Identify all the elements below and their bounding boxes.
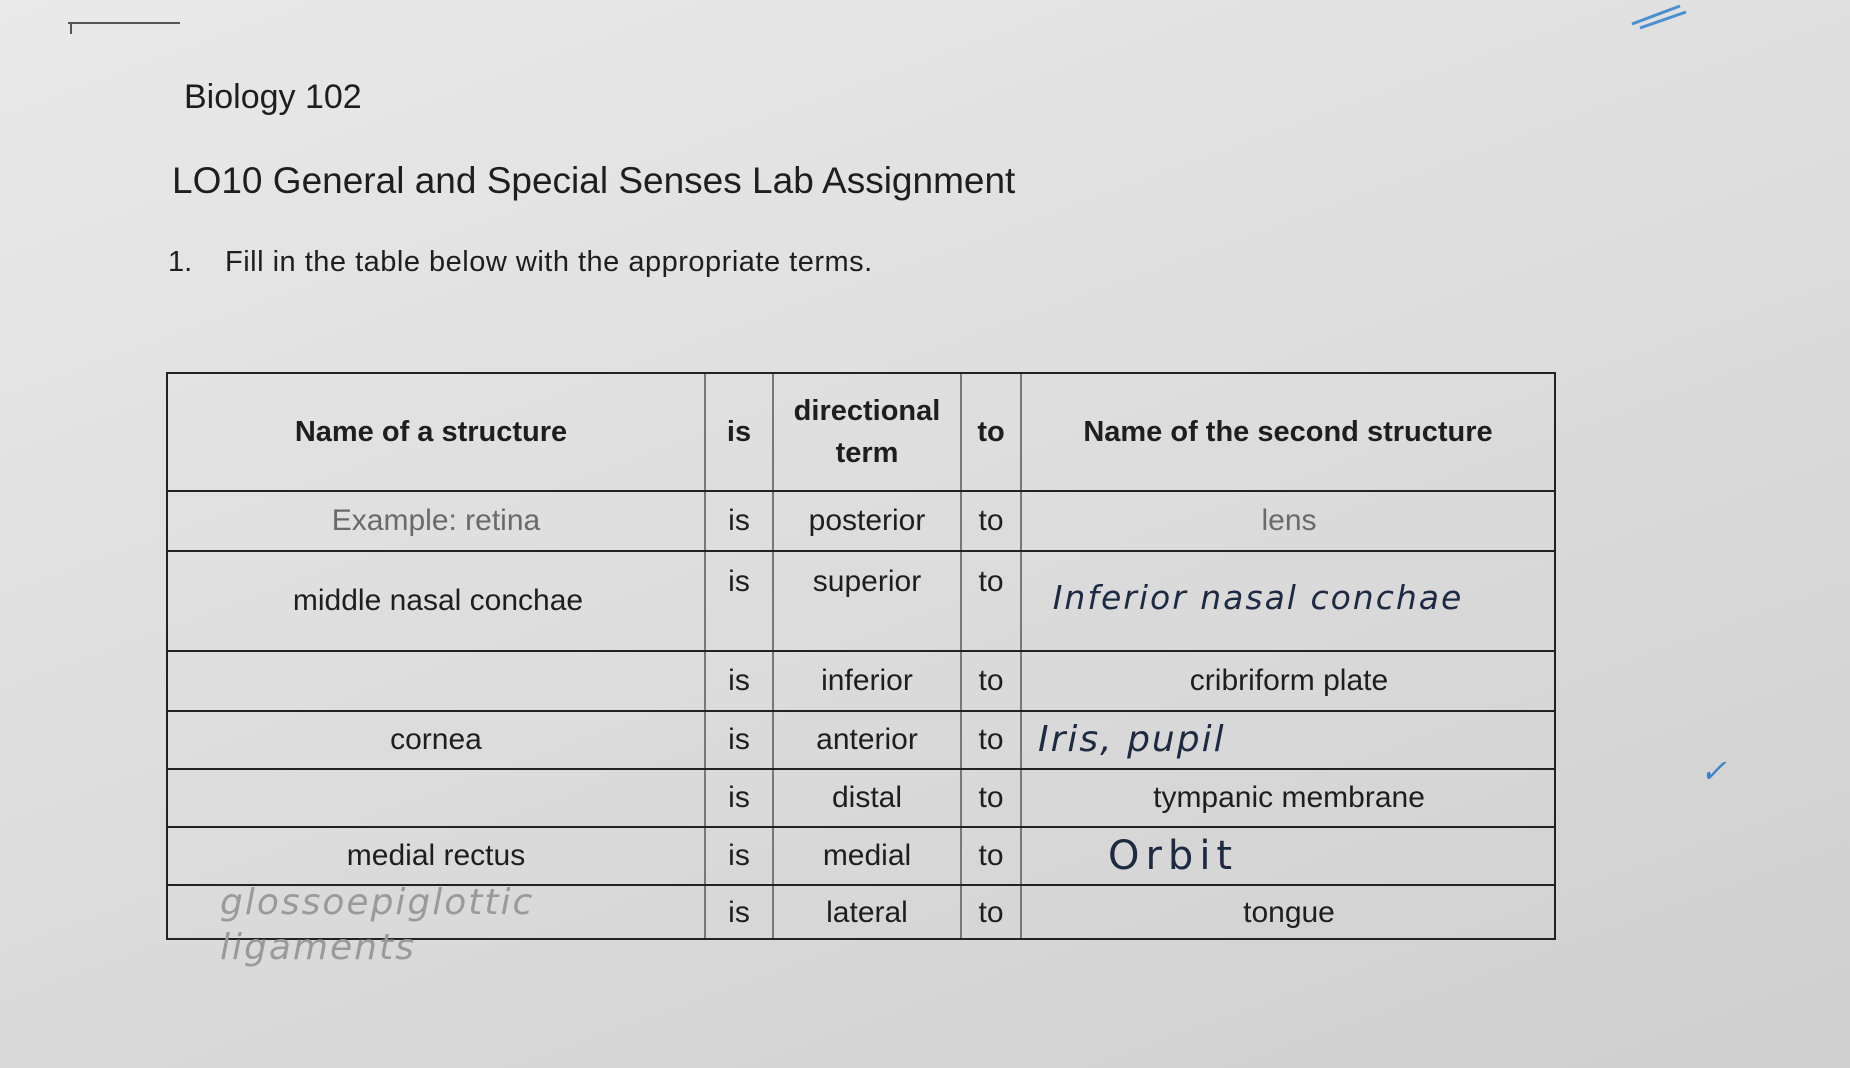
header-first-structure: Name of a structure — [294, 415, 568, 448]
question-number: 1. — [168, 246, 193, 278]
row-6-to: to — [978, 896, 1004, 930]
row-1-to: to — [978, 565, 1004, 599]
assignment-title: LO10 General and Special Senses Lab Assignment — [172, 160, 1016, 201]
page-corner-mark — [70, 24, 76, 34]
row-0-first-structure: Example: retina — [331, 504, 541, 538]
row-2-is: is — [728, 664, 750, 698]
row-5-is: is — [728, 839, 750, 873]
row-4-term: distal — [831, 781, 903, 815]
row-1-is: is — [728, 565, 750, 599]
row-2-first-structure — [168, 652, 704, 710]
row-3-first-structure: cornea — [390, 723, 482, 757]
row-2-to: to — [978, 664, 1004, 698]
header-is: is — [726, 415, 752, 448]
row-5-handwritten-answer: Orbit — [1108, 833, 1239, 879]
header-to: to — [977, 415, 1005, 448]
row-2-second-structure: cribriform plate — [1189, 664, 1389, 698]
row-0-is: is — [728, 504, 750, 538]
row-3-to: to — [978, 723, 1004, 757]
row-5-first-structure: medial rectus — [346, 839, 526, 873]
row-3-term: anterior — [816, 723, 918, 757]
row-4-second-structure: tympanic membrane — [1153, 781, 1425, 815]
row-6-is: is — [728, 896, 750, 930]
row-0-term: posterior — [808, 504, 926, 538]
course-name: Biology 102 — [184, 78, 362, 116]
row-4-is: is — [728, 781, 750, 815]
row-3-handwritten-answer: Iris, pupil — [1038, 718, 1226, 760]
page-corner-line — [68, 22, 180, 24]
margin-check-mark: ✓ — [1700, 753, 1727, 789]
row-6-handwritten-answer: glossoepiglottic ligaments — [220, 882, 535, 968]
question-text: Fill in the table below with the appropriate terms. — [225, 246, 873, 278]
row-4-to: to — [978, 781, 1004, 815]
row-5-to: to — [978, 839, 1004, 873]
row-2-term: inferior — [821, 664, 913, 698]
row-4-first-structure — [168, 770, 704, 826]
row-5-term: medial — [822, 839, 912, 873]
row-3-is: is — [728, 723, 750, 757]
row-1-handwritten-answer: Inferior nasal conchae — [1052, 577, 1464, 617]
pen-scribble-icon — [1630, 0, 1690, 30]
header-second-structure: Name of the second structure — [1083, 415, 1493, 448]
row-6-second-structure: tongue — [1243, 896, 1335, 930]
row-0-to: to — [978, 504, 1004, 538]
row-0-second-structure: lens — [1261, 504, 1317, 538]
header-directional-term: directional term — [793, 394, 941, 469]
terms-table — [166, 372, 1556, 940]
row-1-term: superior — [812, 565, 922, 599]
row-1-first-structure: middle nasal conchae — [292, 584, 584, 618]
row-6-term: lateral — [826, 896, 908, 930]
